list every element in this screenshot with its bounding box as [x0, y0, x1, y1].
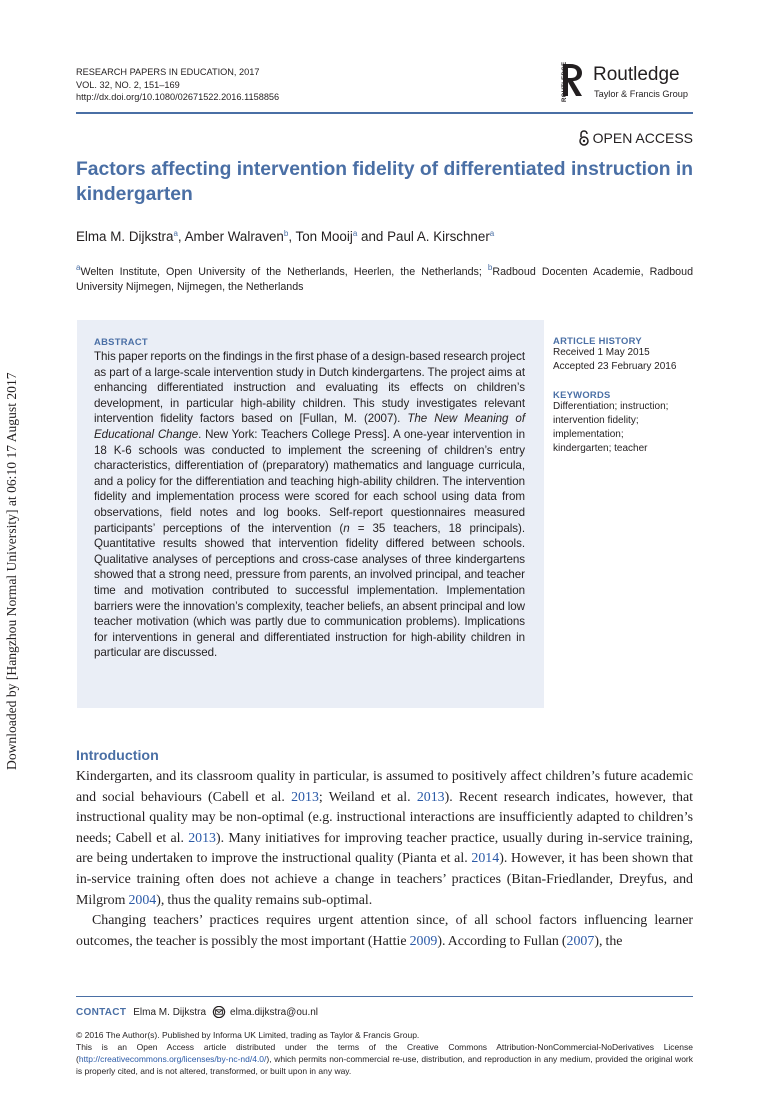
- citation-year-link[interactable]: 2013: [291, 789, 319, 805]
- introduction-body: [76, 767, 693, 952]
- header-rule: [76, 112, 693, 114]
- author-affil-marker: a: [352, 229, 358, 238]
- accepted-date: Accepted 23 February 2016: [553, 361, 677, 372]
- keyword-line: kindergarten; teacher: [553, 443, 648, 454]
- author-separator: ,: [288, 229, 296, 244]
- abstract-part-2: . New York: Teachers College Press]. A one-year intervention in 18 K-6 schools was conducted to implement the screening of children’s entry characteristics, differentiation of (preparatory) mathematics and language curricula, and a policy for the differentiation and teaching high-ability children. The intervention fidelity and implementation process were scored for each school using data from observations, field notes and log books. Self-report questionnaires measured participants’ perceptions of the intervention (: [94, 427, 525, 535]
- paragraph-text: ). Many initiatives for improving teacher practice, usually during in-service training, are being undertaken to improve the instructional quality (Pianta et al.: [76, 830, 694, 867]
- keywords: [553, 389, 703, 456]
- journal-doi[interactable]: http://dx.doi.org/10.1080/02671522.2016.1158856: [76, 92, 280, 103]
- citation-year-link[interactable]: 2009: [409, 933, 438, 949]
- history-heading: ARTICLE HISTORY: [553, 335, 642, 346]
- journal-name: RESEARCH PAPERS IN EDUCATION, 2017: [76, 67, 260, 77]
- abstract-book-title: The New Meaning of Educational Change: [94, 412, 525, 441]
- citation-year-link[interactable]: 2013: [416, 789, 445, 805]
- journal-info: [76, 66, 279, 104]
- author-separator: ,: [177, 229, 185, 244]
- keyword-line: Differentiation; instruction;: [553, 401, 669, 412]
- paragraph-text: ). According to Fullan (: [437, 933, 567, 949]
- citation-year-link[interactable]: 2013: [188, 830, 216, 846]
- affil-b: Radboud Docenten Academie, Radboud University Nijmegen, Nijmegen, the Netherlands: [76, 266, 694, 293]
- paragraph-text: ). However, it has been shown that in-service training often does not achieve a change in teachers’ practices (Bitan-Friedlander, Dreyfus, and Milgrom: [76, 851, 693, 908]
- copyright-line: © 2016 The Author(s). Published by Informa UK Limited, trading as Taylor & Francis Group.: [76, 1030, 420, 1040]
- download-stamp: [4, 320, 28, 770]
- received-date: Received 1 May 2015: [553, 347, 650, 358]
- article-history: [553, 335, 703, 374]
- article-title: Factors affecting intervention fidelity of differentiated instruction in kindergarten: [76, 159, 694, 205]
- download-stamp-text: Downloaded by [Hangzhou Normal University] at 06:10 17 August 2017: [4, 372, 19, 770]
- author-list: [76, 229, 494, 244]
- author-name: Ton Mooij: [295, 229, 353, 244]
- publisher-name: Routledge: [593, 64, 680, 85]
- publisher-group: Taylor & Francis Group: [594, 89, 688, 99]
- author-affil-marker: b: [283, 229, 289, 238]
- keywords-heading: KEYWORDS: [553, 389, 611, 400]
- abstract-body: [94, 349, 525, 661]
- abstract-part-3: = 35 teachers, 18 principals). Quantitative results showed that intervention fidelity differed between schools. Qualitative analyses of perceptions and cross-case analyses of three kindergartens showed that a strong need, pressure from parents, an involved principal, and teacher time and motivation contributed to successful implementation. Implementation barriers were the innovation’s complexity, teacher beliefs, an absent principal and low teacher motivation (which was partly due to communication problems). Implications for interventions in general and differentiated instruction for high-ability children in particular are discussed.: [94, 521, 525, 660]
- author-affil-marker: a: [489, 229, 495, 238]
- citation-year-link[interactable]: 2014: [471, 851, 500, 867]
- open-access-badge: [578, 130, 693, 146]
- paragraph-text: ; Weiland et al.: [318, 789, 417, 805]
- abstract-heading: ABSTRACT: [94, 336, 148, 347]
- contact-label: CONTACT: [76, 1006, 127, 1018]
- license-text: [76, 1041, 693, 1077]
- contact-line: [76, 1006, 318, 1018]
- license-link[interactable]: http://creativecommons.org/licenses/by-nc-nd/4.0/: [78, 1054, 267, 1064]
- intro-paragraph-2: [76, 911, 693, 952]
- author-name: Elma M. Dijkstra: [76, 229, 174, 244]
- abstract-part-1: This paper reports on the findings in the first phase of a design-based research project as part of a large-scale intervention study in Dutch kindergartens. The project aims at enhancing differentiated instruction and evaluating its effects on children’s development, in particular high-ability children. This study investigates relevant intervention fidelity factors based on [Fullan, M. (2007).: [94, 350, 525, 426]
- publisher-logo: [560, 62, 700, 108]
- affil-b-marker: b: [487, 263, 493, 272]
- contact-email[interactable]: elma.dijkstra@ou.nl: [230, 1006, 319, 1018]
- paragraph-text: ), the: [594, 933, 623, 949]
- citation-year-link[interactable]: 2007: [566, 933, 595, 949]
- open-access-label: OPEN ACCESS: [592, 130, 693, 146]
- affil-a: Welten Institute, Open University of the Netherlands, Heerlen, the Netherlands;: [80, 266, 488, 278]
- license-part-1: This is an Open Access article distributed under the terms of the Creative Commons Attribution-NonCommercial-NoDerivatives License (: [76, 1042, 693, 1064]
- paragraph-text: Kindergarten, and its classroom quality in particular, is assumed to positively affect children’s future academic and social behaviours (Cabell et al.: [76, 769, 693, 805]
- intro-paragraph-1: [76, 767, 693, 911]
- author-name: Amber Walraven: [184, 229, 284, 244]
- introduction-heading: Introduction: [76, 748, 159, 764]
- footer-rule: [76, 996, 693, 997]
- open-lock-icon: [578, 130, 590, 146]
- journal-volume: VOL. 32, NO. 2, 151–169: [76, 79, 180, 90]
- contact-name: Elma M. Dijkstra: [133, 1006, 207, 1018]
- email-icon: [212, 1006, 226, 1018]
- keyword-line: implementation;: [553, 429, 624, 440]
- paragraph-text: ). Recent research indicates, however, that instructional quality may be non-optimal (e.g. instructional interactions are insufficiently adapted to children’s needs; Cabell et al.: [76, 789, 694, 846]
- author-affil-marker: a: [173, 229, 178, 238]
- author-separator: and: [357, 229, 388, 244]
- license-part-2: ), which permits non-commercial re-use, distribution, and reproduction in any medium, provided the original work is properly cited, and is not altered, transformed, or built upon in any way.: [76, 1054, 693, 1076]
- copyright-notice: [76, 1029, 693, 1077]
- author-name: Paul A. Kirschner: [387, 229, 490, 244]
- paragraph-text: ), thus the quality remains sub-optimal.: [156, 892, 373, 908]
- abstract-n-symbol: n: [343, 521, 350, 535]
- routledge-logo-icon: [560, 62, 586, 104]
- logo-vertical-text: ROUTLEDGE: [562, 61, 568, 102]
- citation-year-link[interactable]: 2004: [128, 892, 157, 908]
- affiliations: [76, 260, 693, 295]
- keyword-line: intervention fidelity;: [553, 415, 639, 426]
- affil-a-marker: a: [76, 263, 81, 272]
- paragraph-text: Changing teachers’ practices requires urgent attention since, of all school factors influencing learner outcomes, the teacher is possibly the most important (Hattie: [76, 913, 693, 949]
